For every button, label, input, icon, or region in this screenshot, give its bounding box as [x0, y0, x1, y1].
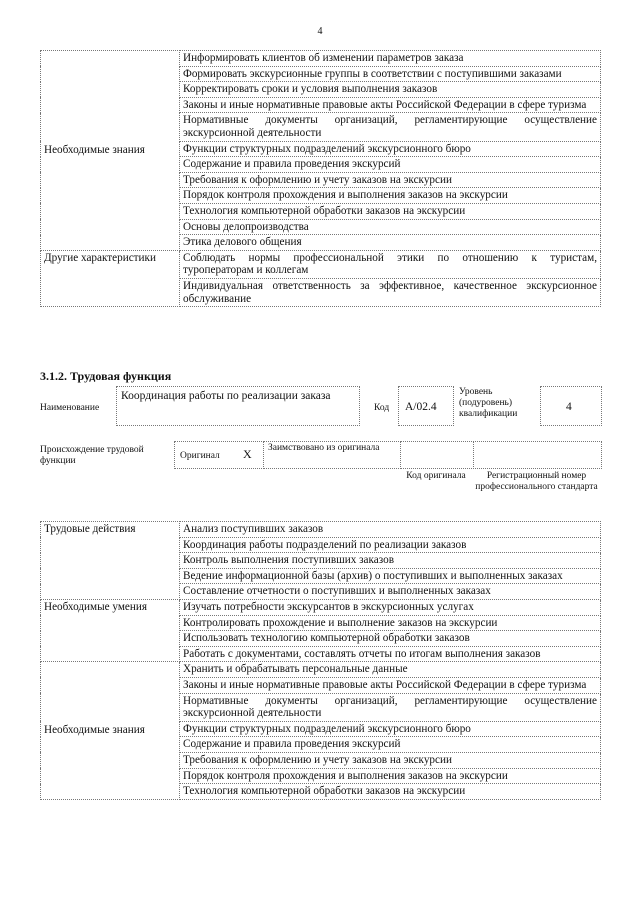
list-item: Функции структурных подразделений экскурсионного бюро	[180, 141, 601, 157]
borrowed-label: Заимствовано из оригинала	[268, 443, 380, 453]
list-item: Информировать клиентов об изменении параметров заказа	[180, 51, 601, 67]
list-item: Технология компьютерной обработки заказов на экскурсии	[180, 203, 601, 219]
origin-label: Происхождение трудовой функции	[40, 445, 144, 466]
level-label: Уровень (подуровень) квалификации	[459, 387, 518, 419]
list-item: Составление отчетности о поступивших и выполненных заказах	[180, 584, 601, 600]
requirements-table-bottom	[40, 521, 601, 800]
table-row	[41, 522, 601, 538]
list-item: Контроль выполнения поступивших заказов	[180, 553, 601, 569]
requirements-table-top	[40, 50, 601, 307]
level-value: 4	[566, 401, 572, 413]
code-label: Код	[374, 403, 390, 413]
section-title: 3.1.2. Трудовая функция	[40, 369, 172, 383]
reg-number-label: Регистрационный номер профессионального стандарта	[475, 471, 598, 492]
function-name: Координация работы по реализации заказа	[121, 390, 331, 402]
list-item: Соблюдать нормы профессиональной этики по отношению к туристам, туроператорам и коллегам	[180, 250, 601, 278]
table-row	[41, 250, 601, 278]
list-item: Порядок контроля прохождения и выполнения заказов на экскурсии	[180, 188, 601, 204]
list-item: Работать с документами, составлять отчеты по итогам выполнения заказов	[180, 646, 601, 662]
list-item: Корректировать сроки и условия выполнения заказов	[180, 82, 601, 98]
list-item: Содержание и правила проведения экскурсий	[180, 157, 601, 173]
original-label: Оригинал	[180, 451, 220, 461]
code-original-label: Код оригинала	[406, 471, 466, 481]
list-item: Использовать технологию компьютерной обработки заказов	[180, 631, 601, 647]
name-label: Наименование	[40, 403, 100, 413]
list-item: Нормативные документы организаций, регламентирующие осуществление экскурсионной деятельности	[180, 693, 601, 721]
list-item: Координация работы подразделений по реализации заказов	[180, 537, 601, 553]
list-item: Законы и иные нормативные правовые акты Российской Федерации в сфере туризма	[180, 677, 601, 693]
list-item: Содержание и правила проведения экскурсий	[180, 737, 601, 753]
list-item: Контролировать прохождение и выполнение заказов на экскурсии	[180, 615, 601, 631]
row-label-knowledge: Необходимые знания	[41, 662, 180, 799]
list-item: Функции структурных подразделений экскурсионного бюро	[180, 721, 601, 737]
list-item: Основы делопроизводства	[180, 219, 601, 235]
table-row	[41, 51, 601, 67]
list-item: Законы и иные нормативные правовые акты Российской Федерации в сфере туризма	[180, 97, 601, 113]
row-label-skills: Необходимые умения	[41, 599, 180, 661]
list-item: Этика делового общения	[180, 235, 601, 251]
list-item: Требования к оформлению и учету заказов на экскурсии	[180, 752, 601, 768]
list-item: Порядок контроля прохождения и выполнения заказов на экскурсии	[180, 768, 601, 784]
list-item: Формировать экскурсионные группы в соответствии с поступившими заказами	[180, 66, 601, 82]
list-item: Индивидуальная ответственность за эффективное, качественное экскурсионное обслуживание	[180, 278, 601, 306]
table-row	[41, 662, 601, 678]
row-label-knowledge: Необходимые знания	[41, 51, 180, 251]
list-item: Нормативные документы организаций, регламентирующие осуществление экскурсионной деятельности	[180, 113, 601, 141]
list-item: Хранить и обрабатывать персональные данные	[180, 662, 601, 678]
list-item: Анализ поступивших заказов	[180, 522, 601, 538]
page-number: 4	[317, 26, 323, 37]
list-item: Технология компьютерной обработки заказов на экскурсии	[180, 784, 601, 800]
row-label-actions: Трудовые действия	[41, 522, 180, 600]
table-row	[41, 599, 601, 615]
list-item: Требования к оформлению и учету заказов на экскурсии	[180, 172, 601, 188]
list-item: Ведение информационной базы (архив) о поступивших и выполненных заказах	[180, 568, 601, 584]
code-value: A/02.4	[405, 401, 437, 413]
row-label-other: Другие характеристики	[41, 250, 180, 306]
original-mark: X	[243, 447, 252, 461]
list-item: Изучать потребности экскурсантов в экскурсионных услугах	[180, 599, 601, 615]
code-original-box	[400, 441, 474, 469]
reg-number-box	[473, 441, 602, 469]
